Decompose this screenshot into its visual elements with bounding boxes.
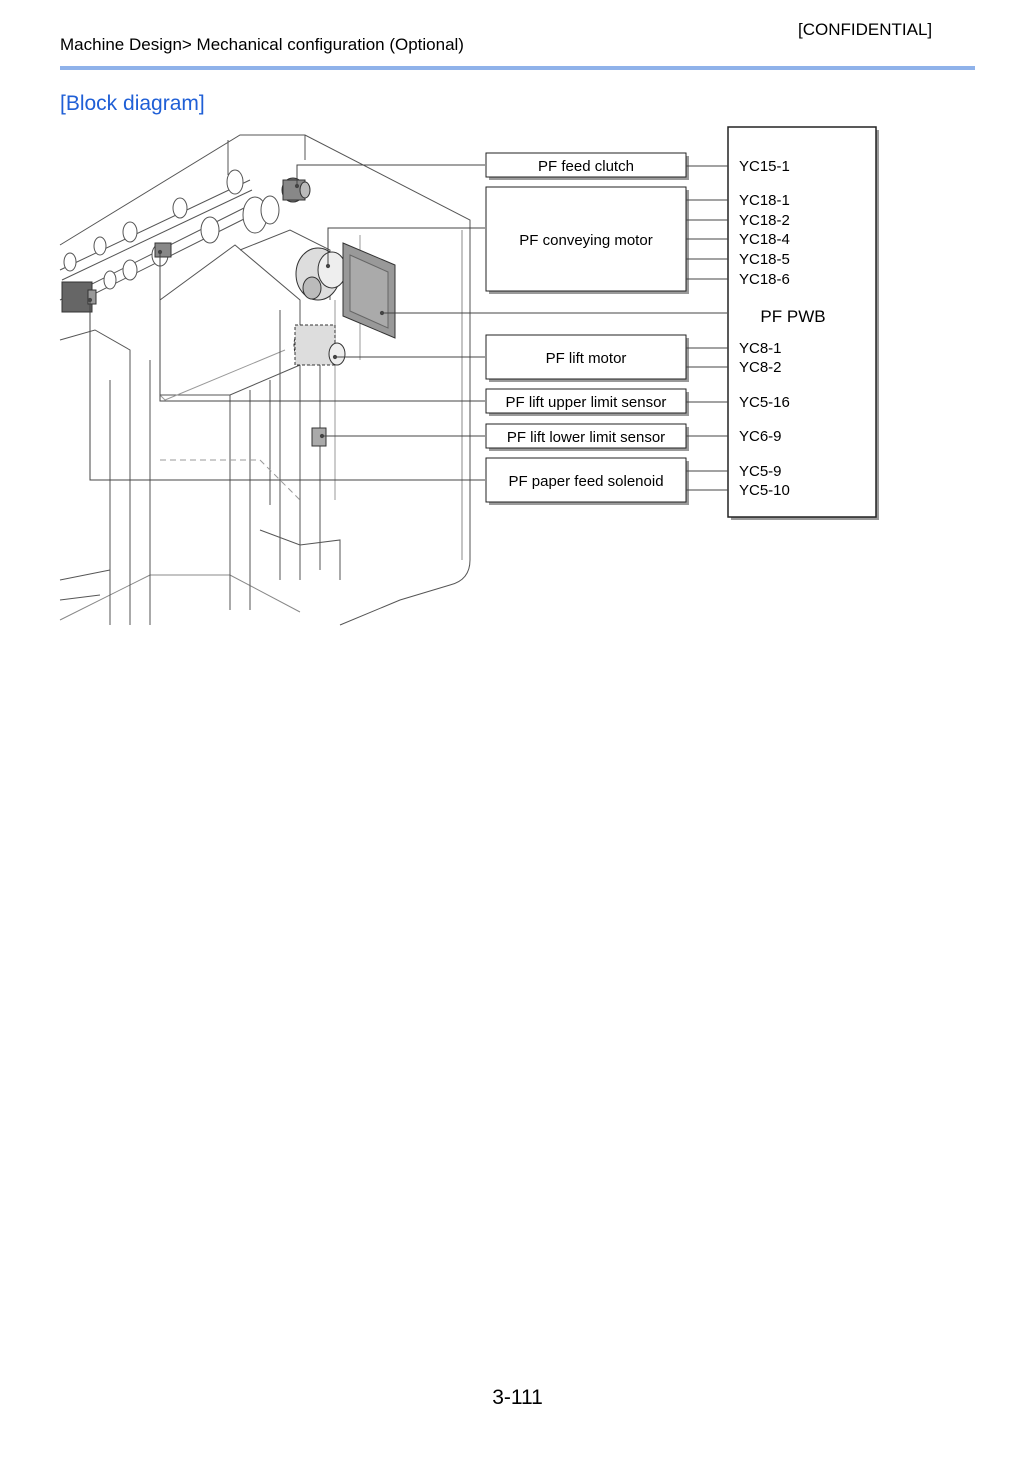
connector-label: YC18-6 xyxy=(739,271,790,288)
page-number: 3-111 xyxy=(492,1386,543,1409)
component-label: PF lift motor xyxy=(545,350,627,367)
connector-label: YC5-10 xyxy=(739,482,790,499)
machine-illustration xyxy=(60,135,470,625)
component-label: PF conveying motor xyxy=(519,232,653,249)
confidential-label: [CONFIDENTIAL] xyxy=(798,20,933,39)
component-parts xyxy=(62,178,395,446)
connector-label: YC18-5 xyxy=(739,251,790,268)
connector-label: YC6-9 xyxy=(739,428,782,445)
component-label: PF lift lower limit sensor xyxy=(506,429,666,446)
connector-label: YC18-2 xyxy=(739,212,790,229)
connector-label: YC5-16 xyxy=(739,394,790,411)
block-diagram xyxy=(0,0,1035,700)
connector-label: YC8-1 xyxy=(739,340,782,357)
section-title: [Block diagram] xyxy=(60,92,205,115)
connector-label: YC18-1 xyxy=(739,192,790,209)
component-label: PF lift upper limit sensor xyxy=(505,394,667,411)
component-label: PF paper feed solenoid xyxy=(508,473,664,490)
connector-label: YC8-2 xyxy=(739,359,782,376)
connector-label: YC18-4 xyxy=(739,231,790,248)
component-label: PF feed clutch xyxy=(538,158,634,175)
connector-label: YC5-9 xyxy=(739,463,782,480)
board-label: PF PWB xyxy=(760,307,826,326)
connector-label: YC15-1 xyxy=(739,158,790,175)
breadcrumb: Machine Design> Mechanical configuration (Optional) xyxy=(60,35,464,54)
